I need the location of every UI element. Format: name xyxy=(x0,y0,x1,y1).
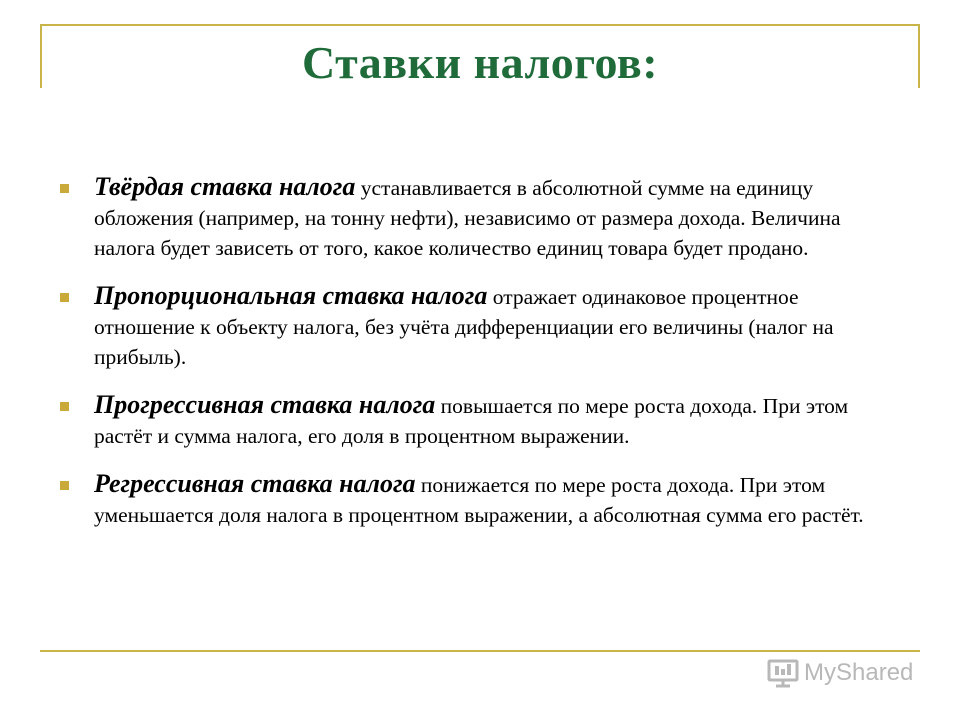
list-item xyxy=(56,172,886,263)
term-description: понижается по мере роста дохода. При этом уменьшается доля налога в процентном выражении, а абсолютная сумма его растёт. xyxy=(94,473,864,527)
slide-title: Ставки налогов: xyxy=(301,37,659,88)
term-description: устанавливается в абсолютной сумме на единицу обложения (например, на тонну нефти), независимо от размера дохода. Величина налога будет зависеть от того, какое количество единиц товара будет продано. xyxy=(94,176,841,260)
frame-top-line xyxy=(40,24,920,26)
list-item xyxy=(56,469,886,530)
term-label: Твёрдая ставка налога xyxy=(94,172,356,201)
square-bullet-icon xyxy=(60,481,69,490)
term-description: повышается по мере роста дохода. При этом растёт и сумма налога, его доля в процентном выражении. xyxy=(94,394,849,448)
term-label: Прогрессивная ставка налога xyxy=(94,390,436,419)
watermark-text: MyShared xyxy=(804,659,914,686)
term-description: отражает одинаковое процентное отношение к объекту налога, без учёта дифференциации его величины (налог на прибыль). xyxy=(94,285,834,369)
square-bullet-icon xyxy=(60,402,69,411)
frame-bottom-line xyxy=(40,650,920,652)
list-item xyxy=(56,390,886,451)
list-item xyxy=(56,281,886,372)
square-bullet-icon xyxy=(60,293,69,302)
term-label: Пропорциональная ставка налога xyxy=(94,281,488,310)
watermark xyxy=(766,656,913,690)
term-label: Регрессивная ставка налога xyxy=(94,469,416,498)
square-bullet-icon xyxy=(60,184,69,193)
presentation-board-icon xyxy=(766,658,800,688)
bullet-list xyxy=(56,172,886,548)
